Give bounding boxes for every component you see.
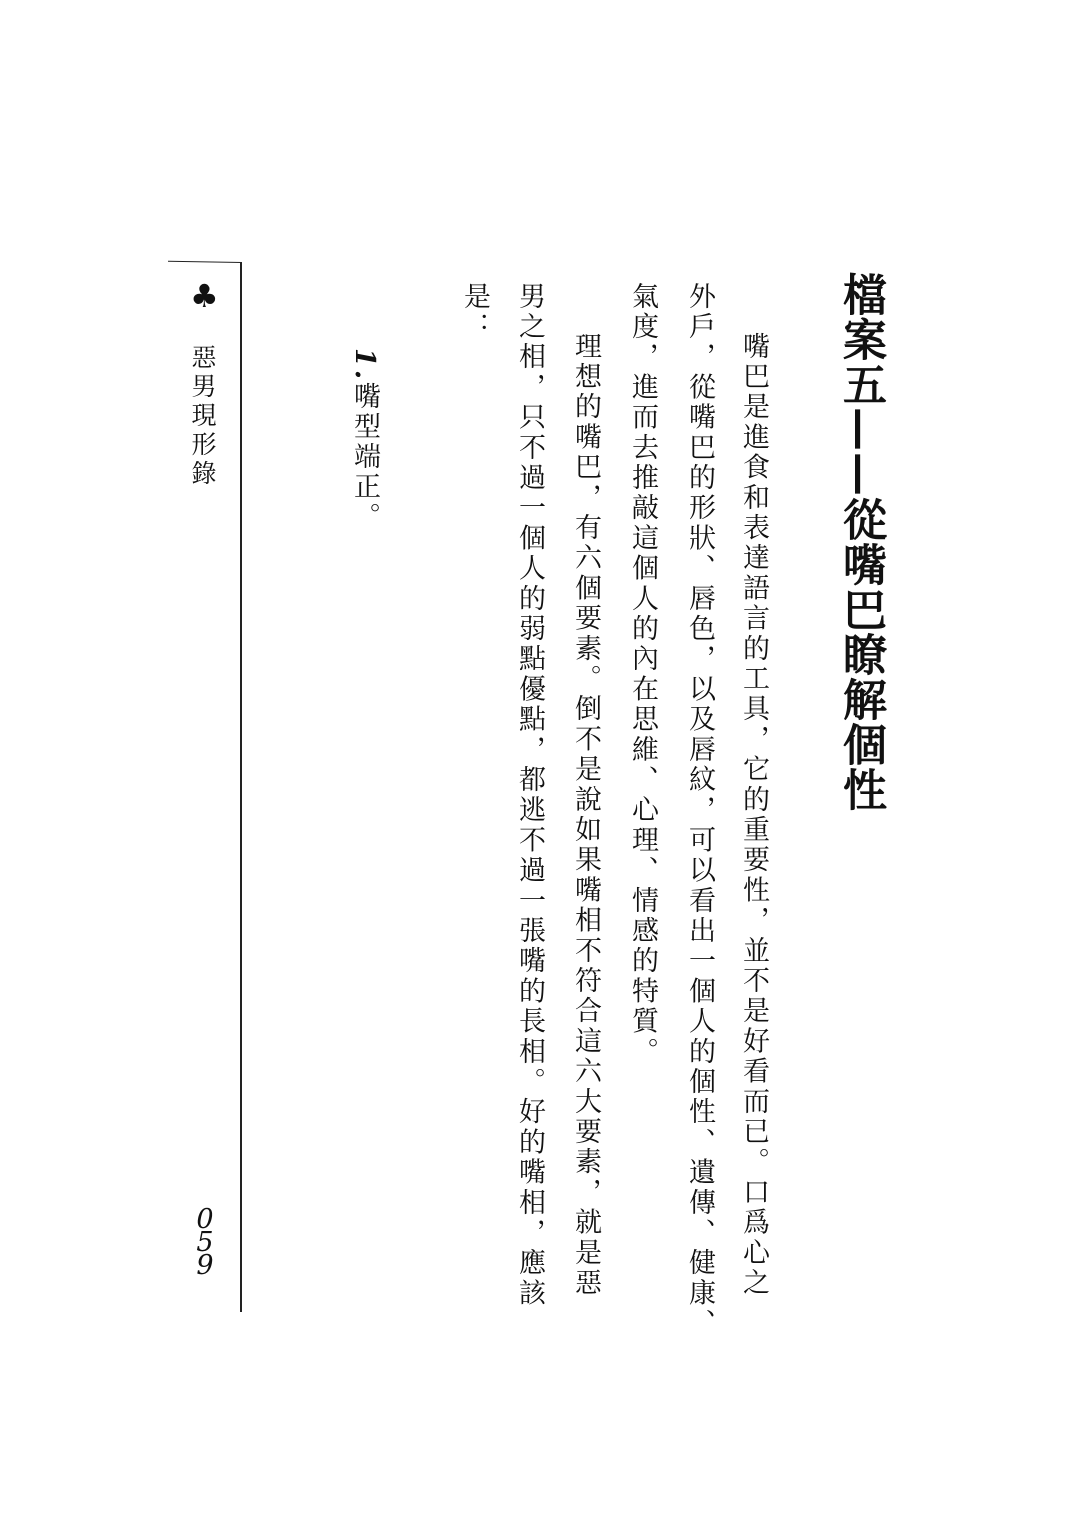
list-item: [351, 348, 378, 532]
club-suit-icon: ♣: [190, 277, 219, 315]
body-paragraph-line: 男之相，只不過一個人的弱點優點，都逃不過一張嘴的長相。好的嘴相，應該: [514, 282, 545, 1309]
body-paragraph-line: 理想的嘴巴，有六個要素。倒不是說如果嘴相不符合這六大要素，就是惡: [570, 332, 601, 1299]
margin-vertical-rule: [240, 262, 242, 1312]
page-number: 059: [196, 1204, 214, 1281]
running-head: 惡男現形錄: [188, 344, 217, 489]
body-paragraph-line: 外戶，從嘴巴的形狀、唇色，以及唇紋，可以看出一個人的個性、遺傳、健康、: [684, 282, 715, 1339]
margin-top-rule: [168, 261, 242, 263]
body-paragraph-line: 氣度，進而去推敲這個人的內在思維、心理、情感的特質。: [627, 282, 658, 1068]
body-paragraph-line: 嘴巴是進食和表達語言的工具，它的重要性，並不是好看而已。口爲心之: [738, 332, 769, 1299]
body-paragraph-line: 是：: [459, 282, 490, 343]
list-item-text: 嘴型端正。: [349, 382, 380, 533]
chapter-title: 檔案五——從嘴巴瞭解個性: [835, 272, 886, 812]
list-item-number: 1.: [349, 348, 380, 383]
